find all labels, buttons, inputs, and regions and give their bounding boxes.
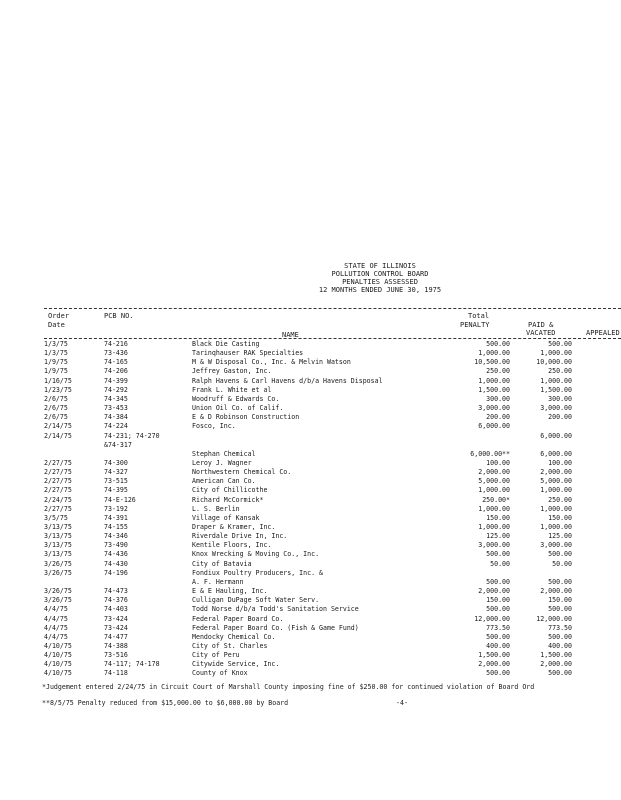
row-pcb-no: 74-473	[104, 587, 128, 596]
row-paid-vacated: 200.00	[548, 413, 572, 422]
row-name: L. S. Berlin	[192, 504, 240, 513]
row-date: 1/9/75	[44, 367, 68, 376]
row-name: Riverdale Drive In, Inc.	[192, 532, 288, 541]
row-pcb-no: 74-216	[104, 340, 128, 348]
row-date: 3/5/75	[44, 513, 68, 522]
row-paid-vacated: 100.00	[548, 458, 572, 467]
row-paid-vacated: 6,000.00	[540, 449, 572, 458]
row-paid-vacated: 1,500.00	[540, 385, 572, 394]
row-total-penalty: 400.00	[486, 641, 510, 650]
row-pcb-no: 74-399	[104, 376, 128, 385]
col-name: NAME	[282, 331, 299, 339]
row-date: 1/9/75	[44, 358, 68, 367]
row-date: 2/14/75	[44, 431, 72, 440]
col-order-date-2: Date	[48, 321, 65, 329]
row-date: 3/26/75	[44, 587, 72, 596]
row-date: 2/6/75	[44, 404, 68, 413]
row-pcb-no: 73-192	[104, 504, 128, 513]
row-paid-vacated: 10,000.00	[536, 358, 572, 367]
row-name: City of St. Charles	[192, 641, 268, 650]
row-name: Tarinqhauser RAK Specialties	[192, 349, 304, 358]
row-date: 4/4/75	[44, 632, 68, 641]
row-paid-vacated: 500.00	[548, 669, 572, 678]
row-total-penalty: 2,000.00	[478, 660, 510, 669]
row-name: M & W Disposal Co., Inc. & Melvin Watson	[192, 358, 351, 367]
row-pcb-no: 74-118	[104, 669, 128, 678]
footnote-reduction: **8/5/75 Penalty reduced from $15,000.00 to $6,000.00 by Board	[42, 699, 289, 707]
row-date: 2/27/75	[44, 458, 72, 467]
row-name: E & D Robinson Construction	[192, 413, 300, 422]
row-total-penalty: 300.00	[486, 394, 510, 403]
row-pcb-no: 73-515	[104, 477, 128, 486]
row-total-penalty: 10,500.00	[474, 358, 510, 367]
footnote-judgement: *Judgement entered 2/24/75 in Circuit Court of Marshall County imposing fine of $250.00 for continued violation of Board Ord	[42, 683, 535, 691]
row-paid-vacated: 2,000.00	[540, 587, 572, 596]
row-pcb-no: 74-395	[104, 486, 128, 495]
row-name: American Can Co.	[192, 477, 256, 486]
row-total-penalty: 100.00	[486, 458, 510, 467]
row-total-penalty: 250.00*	[482, 495, 510, 504]
row-pcb-no: 74-224	[104, 422, 128, 431]
row-date: 2/27/75	[44, 468, 72, 477]
row-total-penalty: 3,000.00	[478, 541, 510, 550]
row-pcb-no: &74-317	[104, 440, 132, 449]
row-paid-vacated: 50.00	[552, 559, 572, 568]
row-total-penalty: 500.00	[486, 632, 510, 641]
row-pcb-no: 74-346	[104, 532, 128, 541]
col-total-1: Total	[468, 312, 490, 320]
row-paid-vacated: 1,500.00	[540, 651, 572, 660]
row-date: 2/27/75	[44, 486, 72, 495]
row-paid-vacated: 1,000.00	[540, 349, 572, 358]
row-date: 3/13/75	[44, 523, 72, 531]
row-paid-vacated: 2,000.00	[540, 660, 572, 669]
row-pcb-no: 74-436	[104, 550, 128, 559]
header-rule-bottom	[44, 338, 621, 339]
row-name: Woodruff & Edwards Co.	[192, 394, 280, 403]
row-date: 4/4/75	[44, 623, 68, 632]
row-date: 2/14/75	[44, 422, 72, 431]
row-name: Union Oil Co. of Calif.	[192, 404, 284, 413]
row-total-penalty: 150.00	[486, 513, 510, 522]
row-date: 4/10/75	[44, 641, 72, 650]
row-pcb-no: 74-430	[104, 559, 128, 568]
header-rule-top	[44, 308, 621, 309]
row-pcb-no: 74-327	[104, 468, 128, 477]
row-name: Richard McCormick*	[192, 495, 264, 504]
row-paid-vacated: 125.00	[548, 532, 572, 541]
header-board: POLLUTION CONTROL BOARD	[331, 270, 429, 278]
row-paid-vacated: 3,000.00	[540, 541, 572, 550]
row-total-penalty: 150.00	[486, 596, 510, 605]
row-pcb-no: 73-436	[104, 349, 128, 358]
row-pcb-no: 73-424	[104, 623, 128, 632]
row-pcb-no: 74-384	[104, 413, 128, 422]
row-total-penalty: 3,000.00	[478, 404, 510, 413]
row-pcb-no: 74-477	[104, 632, 128, 641]
row-pcb-no: 74-388	[104, 641, 128, 650]
row-total-penalty: 6,000.00**	[470, 449, 510, 458]
row-pcb-no: 74-E-126	[104, 495, 136, 504]
row-pcb-no: 74-196	[104, 568, 128, 577]
row-name: Kentile Floors, Inc.	[192, 541, 272, 550]
row-paid-vacated: 2,000.00	[540, 468, 572, 477]
row-date: 3/13/75	[44, 532, 72, 541]
row-total-penalty: 2,000.00	[478, 468, 510, 477]
row-date: 4/10/75	[44, 669, 72, 678]
row-total-penalty: 1,000.00	[478, 376, 510, 385]
row-name: Knox Wrecking & Moving Co., Inc.	[192, 550, 320, 559]
row-name: Federal Paper Board Co.	[192, 614, 284, 623]
row-name: E & E Hauling, Inc.	[192, 587, 268, 596]
row-date: 3/13/75	[44, 541, 72, 550]
row-name: Fosco, Inc.	[192, 422, 236, 431]
row-name: City of Peru	[192, 651, 240, 660]
row-date: 2/6/75	[44, 394, 68, 403]
row-date: 1/3/75	[44, 349, 68, 358]
row-date: 4/4/75	[44, 614, 68, 623]
row-paid-vacated: 500.00	[548, 632, 572, 641]
col-appealed: APPEALED	[586, 329, 620, 337]
row-paid-vacated: 250.00	[548, 495, 572, 504]
row-paid-vacated: 1,000.00	[540, 504, 572, 513]
row-date: 2/6/75	[44, 413, 68, 422]
row-total-penalty: 200.00	[486, 413, 510, 422]
row-total-penalty: 250.00	[486, 367, 510, 376]
row-pcb-no: 73-453	[104, 404, 128, 413]
row-paid-vacated: 3,000.00	[540, 404, 572, 413]
row-pcb-no: 73-516	[104, 651, 128, 660]
col-paid-2: VACATED	[526, 329, 556, 337]
row-total-penalty: 1,000.00	[478, 504, 510, 513]
row-paid-vacated: 1,000.00	[540, 486, 572, 495]
col-total-2: PENALTY	[460, 321, 490, 329]
row-paid-vacated: 500.00	[548, 340, 572, 348]
row-name: City of Chillicothe	[192, 486, 268, 495]
row-date: 1/23/75	[44, 385, 72, 394]
header-title: PENALTIES ASSESSED	[342, 278, 418, 286]
row-date: 3/26/75	[44, 559, 72, 568]
row-date: 3/26/75	[44, 568, 72, 577]
row-pcb-no: 74-300	[104, 458, 128, 467]
row-name: Leroy J. Wagner	[192, 458, 252, 467]
row-date: 1/3/75	[44, 340, 68, 348]
header-period: 12 MONTHS ENDED JUNE 30, 1975	[318, 286, 442, 294]
row-name: Ralph Havens & Carl Havens d/b/a Havens Disposal	[192, 376, 383, 385]
row-date: 4/10/75	[44, 660, 72, 669]
page-number: -4-	[396, 699, 408, 707]
row-date: 2/27/75	[44, 504, 72, 513]
row-total-penalty: 50.00	[490, 559, 510, 568]
row-total-penalty: 125.00	[486, 532, 510, 541]
row-name: Todd Norse d/b/a Todd's Sanitation Service	[192, 605, 359, 614]
row-pcb-no: 74-117; 74-178	[104, 660, 160, 669]
row-date: 1/16/75	[44, 376, 72, 385]
row-pcb-no: 74-403	[104, 605, 128, 614]
row-date: 4/4/75	[44, 605, 68, 614]
row-pcb-no: 73-424	[104, 614, 128, 623]
col-order-date-1: Order	[48, 312, 70, 320]
row-date: 4/10/75	[44, 651, 72, 660]
row-total-penalty: 1,000.00	[478, 486, 510, 495]
row-name: Draper & Kramer, Inc.	[192, 523, 276, 531]
row-total-penalty: 1,500.00	[478, 651, 510, 660]
row-name: Fondiux Poultry Producers, Inc. &	[192, 568, 324, 577]
row-total-penalty: 500.00	[486, 605, 510, 614]
row-paid-vacated: 1,000.00	[540, 523, 572, 531]
row-date: 3/26/75	[44, 596, 72, 605]
row-paid-vacated: 250.00	[548, 367, 572, 376]
row-name: Northwestern Chemical Co.	[192, 468, 292, 477]
row-pcb-no: 74-376	[104, 596, 128, 605]
row-paid-vacated: 500.00	[548, 550, 572, 559]
row-total-penalty: 500.00	[486, 340, 510, 348]
row-paid-vacated: 500.00	[548, 577, 572, 586]
row-paid-vacated: 300.00	[548, 394, 572, 403]
col-pcb-no: PCB NO.	[104, 312, 134, 320]
row-name: Culligan DuPage Soft Water Serv.	[192, 596, 320, 605]
row-paid-vacated: 12,000.00	[536, 614, 572, 623]
row-paid-vacated: 5,000.00	[540, 477, 572, 486]
row-pcb-no: 74-292	[104, 385, 128, 394]
row-total-penalty: 500.00	[486, 550, 510, 559]
row-total-penalty: 6,000.00	[478, 422, 510, 431]
row-name: Federal Paper Board Co. (Fish & Game Fund)	[192, 623, 359, 632]
row-pcb-no: 74-155	[104, 523, 128, 531]
row-paid-vacated: 400.00	[548, 641, 572, 650]
row-name: Frank L. White et al	[192, 385, 272, 394]
row-paid-vacated: 150.00	[548, 513, 572, 522]
row-paid-vacated: 150.00	[548, 596, 572, 605]
row-pcb-no: 73-490	[104, 541, 128, 550]
row-total-penalty: 500.00	[486, 577, 510, 586]
row-pcb-no: 74-391	[104, 513, 128, 522]
row-date: 2/27/75	[44, 477, 72, 486]
row-total-penalty: 500.00	[486, 669, 510, 678]
row-name: Village of Kansak	[192, 513, 260, 522]
row-total-penalty: 1,000.00	[478, 523, 510, 531]
row-name: City of Batavia	[192, 559, 252, 568]
row-pcb-no: 74-165	[104, 358, 128, 367]
row-pcb-no: 74-206	[104, 367, 128, 376]
row-paid-vacated: 1,000.00	[540, 376, 572, 385]
row-name: Citywide Service, Inc.	[192, 660, 280, 669]
row-name: County of Knox	[192, 669, 248, 678]
row-total-penalty: 1,000.00	[478, 349, 510, 358]
header-state: STATE OF ILLINOIS	[344, 262, 416, 270]
row-name: Stephan Chemical	[192, 449, 256, 458]
row-total-penalty: 773.50	[486, 623, 510, 632]
row-date: 3/13/75	[44, 550, 72, 559]
row-total-penalty: 2,000.00	[478, 587, 510, 596]
row-name: Black Die Casting	[192, 340, 260, 348]
col-paid-1: PAID &	[528, 321, 554, 329]
row-total-penalty: 1,500.00	[478, 385, 510, 394]
row-name: Jeffrey Gaston, Inc.	[192, 367, 272, 376]
row-name: A. F. Hermann	[192, 577, 244, 586]
row-total-penalty: 12,000.00	[474, 614, 510, 623]
row-paid-vacated: 500.00	[548, 605, 572, 614]
row-pcb-no: 74-345	[104, 394, 128, 403]
row-name: Mendocky Chemical Co.	[192, 632, 276, 641]
row-paid-vacated: 6,000.00	[540, 431, 572, 440]
row-pcb-no: 74-231; 74-270	[104, 431, 160, 440]
row-total-penalty: 5,000.00	[478, 477, 510, 486]
row-date: 2/24/75	[44, 495, 72, 504]
row-paid-vacated: 773.50	[548, 623, 572, 632]
